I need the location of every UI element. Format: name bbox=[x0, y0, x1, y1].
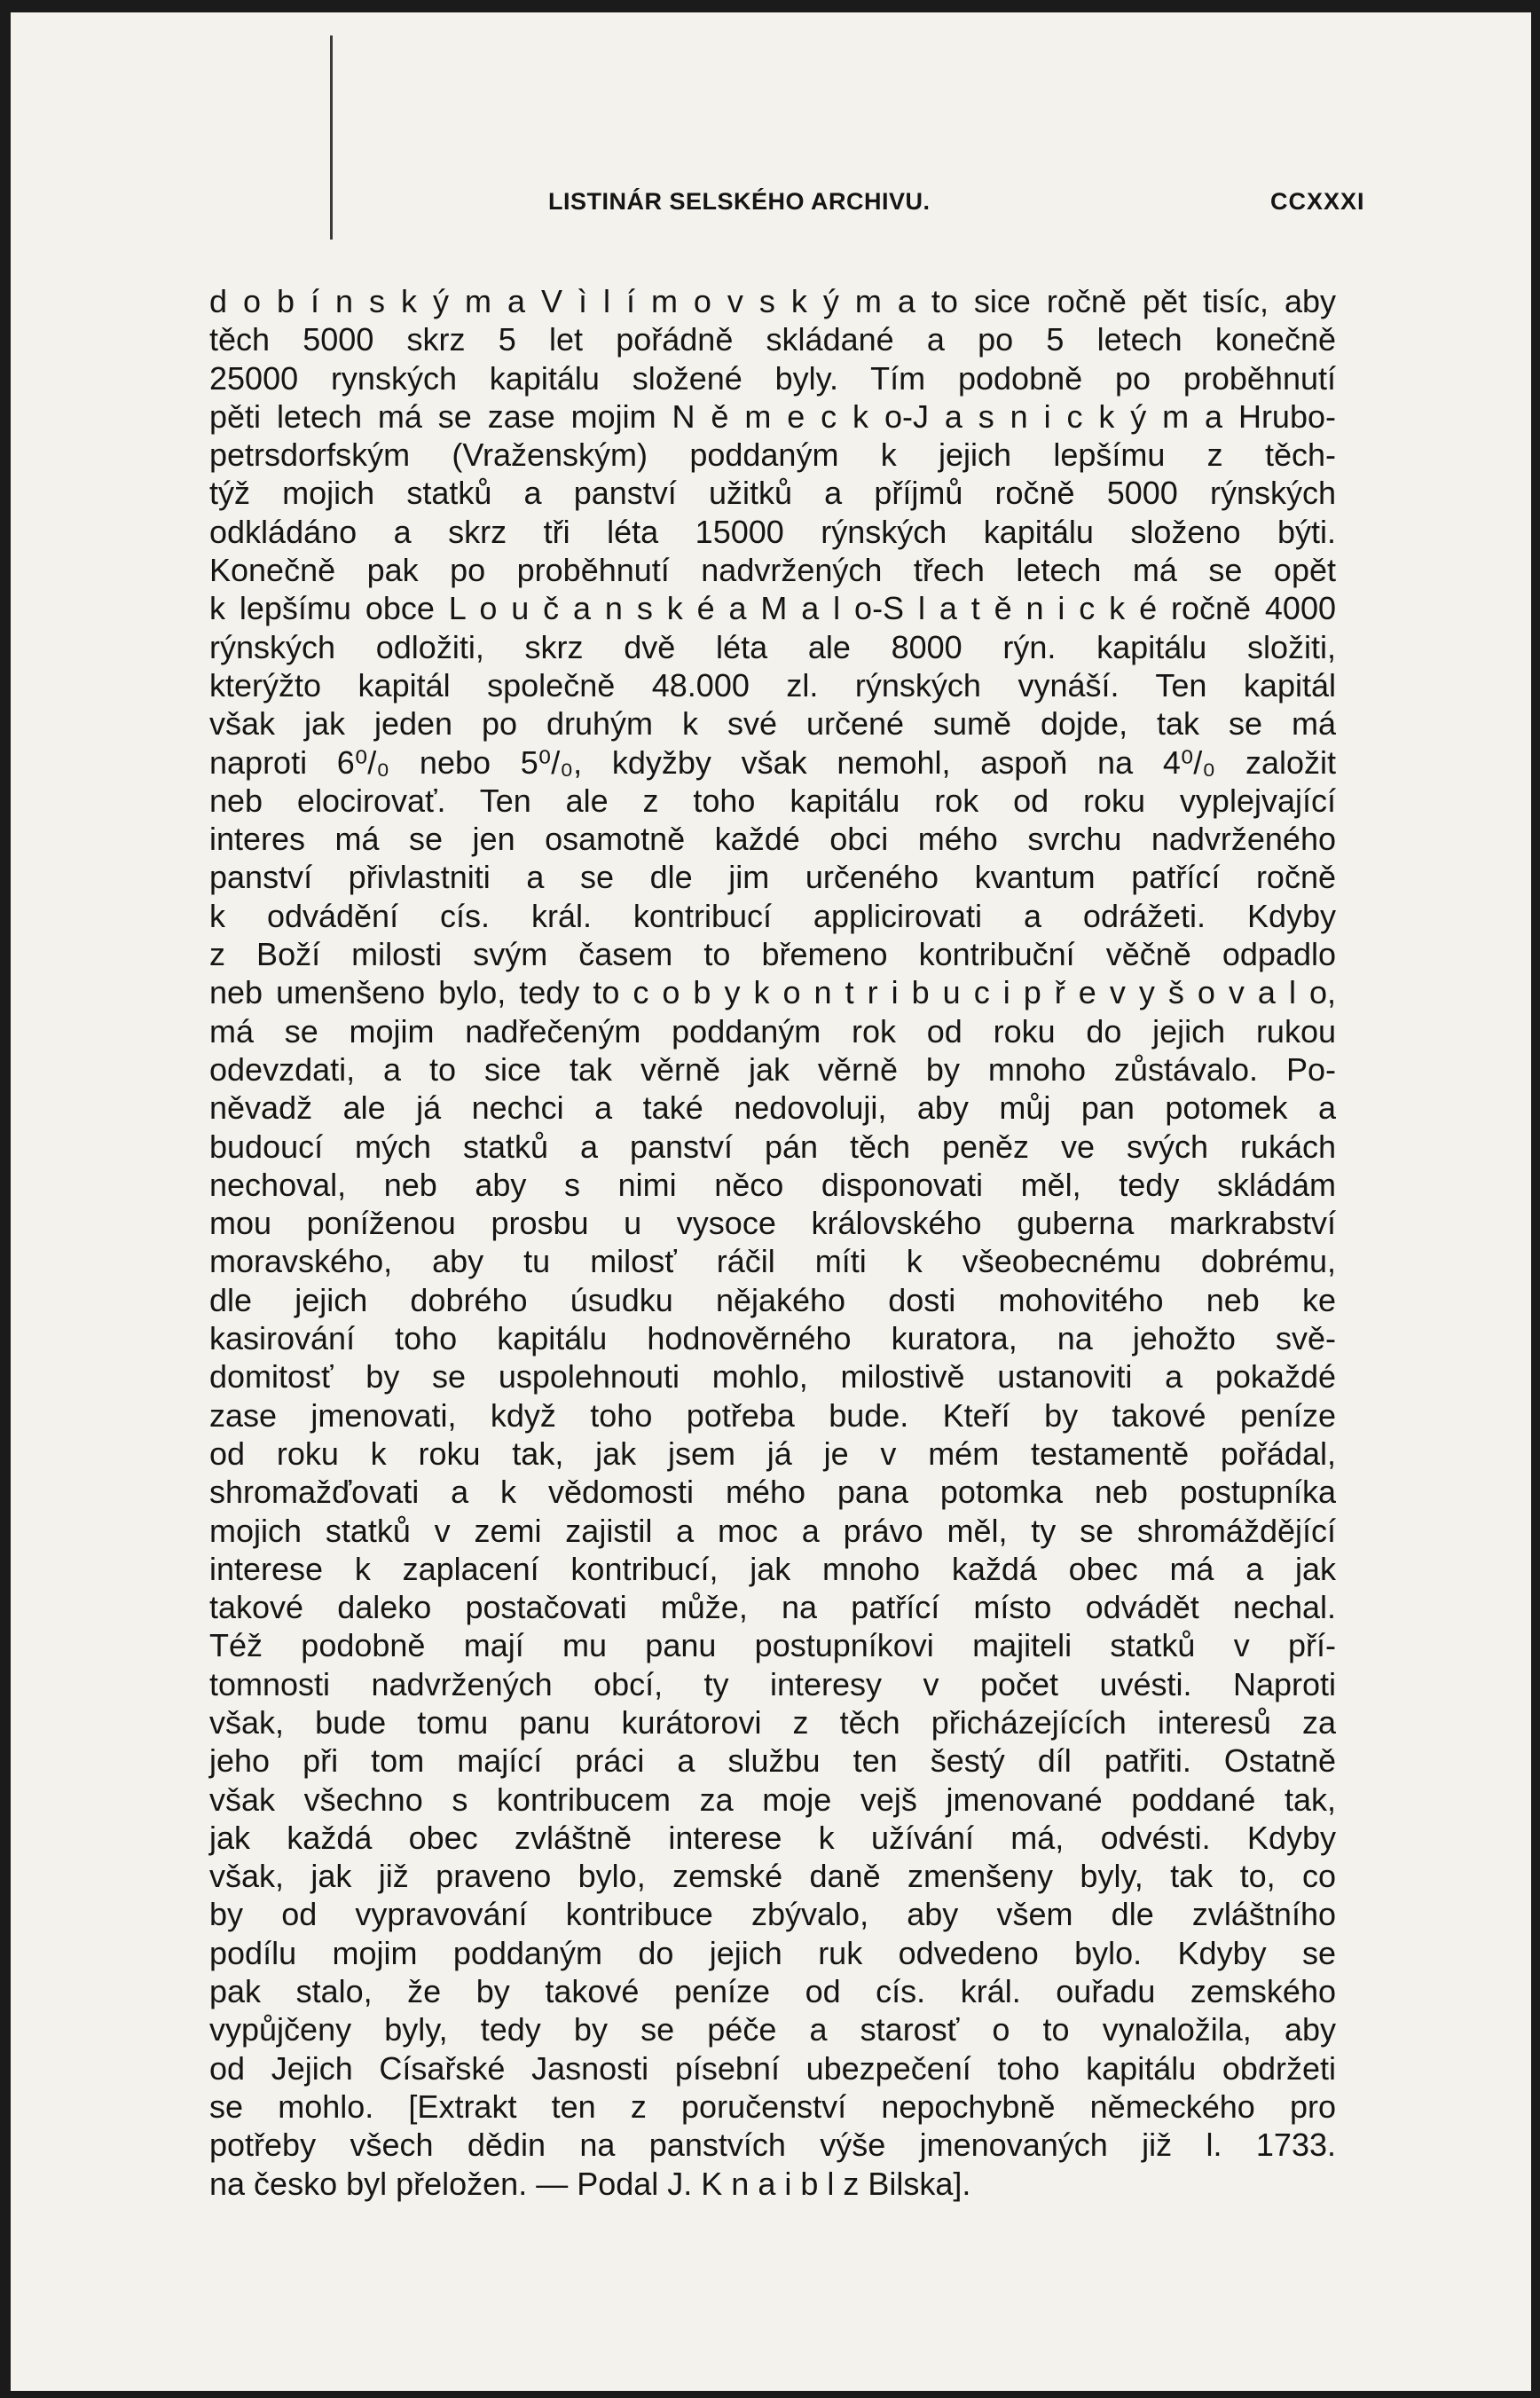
text-line: by od vypravování kontribuce zbývalo, aby všem dle zvláštního bbox=[209, 1896, 1336, 1933]
text-line: moravského, aby tu milosť ráčil míti k všeobecnému dobrému, bbox=[209, 1243, 1336, 1280]
text-line: takové daleko postačovati může, na patřící místo odvádět nechal. bbox=[209, 1589, 1336, 1626]
binding-mark bbox=[330, 35, 333, 240]
text-line: však všechno s kontribucem za moje vejš jmenované poddané tak, bbox=[209, 1781, 1336, 1818]
text-line: neb elocirovať. Ten ale z toho kapitálu rok od roku vyplejvající bbox=[209, 782, 1336, 819]
text-line: budoucí mých statků a panství pán těch peněz ve svých rukách bbox=[209, 1128, 1336, 1165]
text-line: pak stalo, že by takové peníze od cís. král. ouřadu zemského bbox=[209, 1973, 1336, 2010]
text-line: d o b í n s k ý m a V ì l í m o v s k ý m a to sice ročně pět tisíc, aby bbox=[209, 283, 1336, 319]
text-line: něvadž ale já nechci a také nedovoluji, aby můj pan potomek a bbox=[209, 1089, 1336, 1127]
text-line: jeho při tom mající práci a službu ten šestý díl patřiti. Ostatně bbox=[209, 1742, 1336, 1780]
text-line: kasirování toho kapitálu hodnověrného kuratora, na jehožto svě- bbox=[209, 1320, 1336, 1357]
text-line: mojich statků v zemi zajistil a moc a právo měl, ty se shromáždějící bbox=[209, 1512, 1336, 1549]
text-line: pěti letech má se zase mojim N ě m e c k o-J a s n i c k ý m a Hrubo- bbox=[209, 397, 1336, 435]
text-line: kterýžto kapitál společně 48.000 zl. rýnských vynáší. Ten kapitál bbox=[209, 666, 1336, 704]
text-line: má se mojim nadřečeným poddaným rok od roku do jejich rukou bbox=[209, 1012, 1336, 1050]
text-line: tomnosti nadvržených obcí, ty interesy v počet uvésti. Naproti bbox=[209, 1665, 1336, 1702]
text-line: vypůjčeny byly, tedy by se péče a starosť o to vynaložila, aby bbox=[209, 2011, 1336, 2048]
text-line: potřeby všech dědin na panstvích výše jmenovaných již l. 1733. bbox=[209, 2127, 1336, 2164]
text-line: Též podobně mají mu panu postupníkovi majiteli statků v pří- bbox=[209, 1627, 1336, 1664]
text-line: však jak jeden po druhým k své určené sumě dojde, tak se má bbox=[209, 705, 1336, 743]
text-line: se mohlo. [Extrakt ten z poručenství nepochybně německého pro bbox=[209, 2087, 1336, 2125]
text-line: mou poníženou prosbu u vysoce královského guberna markrabství bbox=[209, 1205, 1336, 1242]
text-line: k odvádění cís. král. kontribucí applicirovati a odrážeti. Kdyby bbox=[209, 897, 1336, 934]
text-line: zase jmenovati, když toho potřeba bude. Kteří by takové peníze bbox=[209, 1396, 1336, 1434]
text-line: neb umenšeno bylo, tedy to c o b y k o n t r i b u c i p ř e v y š o v a l o, bbox=[209, 974, 1336, 1011]
text-line: rýnských odložiti, skrz dvě léta ale 8000 rýn. kapitálu složiti, bbox=[209, 628, 1336, 665]
text-line: podílu mojim poddaným do jejich ruk odvedeno bylo. Kdyby se bbox=[209, 1934, 1336, 1971]
text-line: Konečně pak po proběhnutí nadvržených třech letech má se opět bbox=[209, 552, 1336, 589]
text-line: z Boží milosti svým časem to břemeno kontribuční věčně odpadlo bbox=[209, 936, 1336, 973]
text-line: k lepšímu obce L o u č a n s k é a M a l o-S l a t ě n i c k é ročně 4000 bbox=[209, 590, 1336, 627]
text-line: naproti 6⁰/₀ nebo 5⁰/₀, kdyžby však nemohl, aspoň na 4⁰/₀ založit bbox=[209, 743, 1336, 781]
text-line: od roku k roku tak, jak jsem já je v mém testamentě pořádal, bbox=[209, 1435, 1336, 1472]
text-line: nechoval, neb aby s nimi něco disponovati měl, tedy skládám bbox=[209, 1166, 1336, 1203]
text-line: od Jejich Císařské Jasnosti písební ubezpečení toho kapitálu obdržeti bbox=[209, 2049, 1336, 2087]
text-line: těch 5000 skrz 5 let pořádně skládané a po 5 letech konečně bbox=[209, 321, 1336, 358]
text-line: jak každá obec zvláštně interese k užívání má, odvésti. Kdyby bbox=[209, 1819, 1336, 1856]
text-line: 25000 rynských kapitálu složené byly. Tím podobně po proběhnutí bbox=[209, 359, 1336, 397]
text-line: interes má se jen osamotně každé obci mého svrchu nadvrženého bbox=[209, 821, 1336, 858]
text-line: dle jejich dobrého úsudku nějakého dosti mohovitého neb ke bbox=[209, 1281, 1336, 1318]
running-head: LISTINÁR SELSKÉHO ARCHIVU. bbox=[548, 188, 931, 215]
text-line: odkládáno a skrz tři léta 15000 rýnských kapitálu složeno býti. bbox=[209, 513, 1336, 550]
text-line: týž mojich statků a panství užitků a příjmů ročně 5000 rýnských bbox=[209, 475, 1336, 512]
body-text bbox=[209, 282, 1336, 2203]
text-line: domitosť by se uspolehnouti mohlo, milostivě ustanoviti a pokaždé bbox=[209, 1358, 1336, 1396]
text-line-last: na česko byl přeložen. — Podal J. K n a i b l z Bilska]. bbox=[209, 2165, 971, 2202]
page-number: CCXXXI bbox=[1270, 188, 1365, 215]
text-line: však, bude tomu panu kurátorovi z těch přicházejících interesů za bbox=[209, 1703, 1336, 1741]
text-line: však, jak již praveno bylo, zemské daně zmenšeny byly, tak to, co bbox=[209, 1858, 1336, 1895]
text-line: interese k zaplacení kontribucí, jak mnoho každá obec má a jak bbox=[209, 1550, 1336, 1587]
text-line: petrsdorfským (Vraženským) poddaným k jejich lepšímu z těch- bbox=[209, 436, 1336, 474]
text-line: panství přivlastniti a se dle jim určeného kvantum patřící ročně bbox=[209, 859, 1336, 896]
text-line: odevzdati, a to sice tak věrně jak věrně by mnoho zůstávalo. Po- bbox=[209, 1050, 1336, 1088]
text-line: shromažďovati a k vědomosti mého pana potomka neb postupníka bbox=[209, 1474, 1336, 1511]
